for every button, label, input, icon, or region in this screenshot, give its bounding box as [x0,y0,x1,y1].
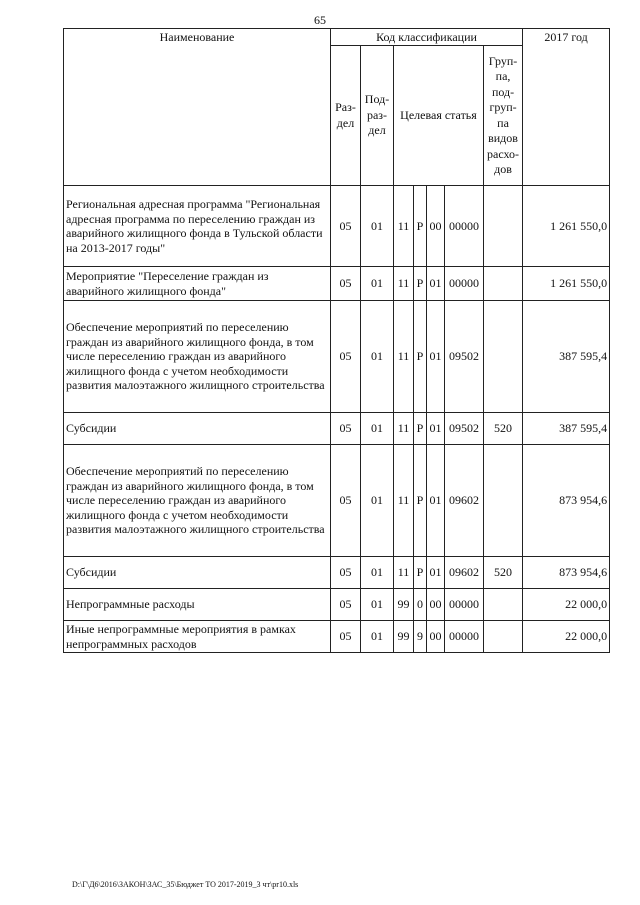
row-target-3: 00 [427,589,445,621]
page-number: 65 [314,13,326,27]
row-target-4: 09602 [445,445,484,557]
row-group [484,267,523,301]
row-group [484,589,523,621]
row-podrazdel: 01 [361,621,394,653]
header-podrazdel: Под- раз- дел [361,46,394,186]
row-razdel: 05 [331,267,361,301]
table-row [64,267,610,301]
row-razdel: 05 [331,621,361,653]
row-target-1: 99 [394,589,414,621]
row-target-4: 09502 [445,413,484,445]
table-row [64,186,610,267]
row-group [484,445,523,557]
table-row [64,301,610,413]
footer-file-path: D:\Г\Д6\2016\ЗАКОН\ЗАС_35\Бюджет ТО 2017-2019_3 чт\pr10.xls [72,880,299,889]
row-podrazdel: 01 [361,301,394,413]
row-name: Обеспечение мероприятий по переселению граждан из аварийного жилищного фонда, в том числе переселению граждан из аварийного жилищного фонда с учетом необходимости развития малоэтажного жилищного строительства [64,301,331,413]
header-target: Целевая статья [394,46,484,186]
table-row [64,413,610,445]
row-podrazdel: 01 [361,557,394,589]
table-row [64,621,610,653]
row-amount: 1 261 550,0 [523,186,610,267]
table-row [64,589,610,621]
header-year: 2017 год [523,29,610,186]
row-target-2: Р [414,301,427,413]
row-amount: 22 000,0 [523,589,610,621]
row-group [484,301,523,413]
row-target-2: Р [414,557,427,589]
row-target-1: 11 [394,557,414,589]
row-name: Субсидии [64,413,331,445]
row-target-3: 01 [427,413,445,445]
row-target-1: 11 [394,186,414,267]
row-target-1: 11 [394,445,414,557]
header-razdel: Раз- дел [331,46,361,186]
row-name: Субсидии [64,557,331,589]
row-amount: 873 954,6 [523,445,610,557]
row-podrazdel: 01 [361,445,394,557]
row-name: Обеспечение мероприятий по переселению граждан из аварийного жилищного фонда, в том числе переселению граждан из аварийного жилищного фонда с учетом необходимости развития малоэтажного жилищного строительства [64,445,331,557]
row-target-2: 9 [414,621,427,653]
row-podrazdel: 01 [361,589,394,621]
budget-table [63,28,610,653]
row-target-2: Р [414,413,427,445]
row-target-4: 00000 [445,186,484,267]
row-target-4: 00000 [445,621,484,653]
row-podrazdel: 01 [361,267,394,301]
row-target-1: 11 [394,413,414,445]
row-target-4: 00000 [445,589,484,621]
row-group [484,621,523,653]
row-razdel: 05 [331,589,361,621]
table-row [64,557,610,589]
header-name: Наименование [64,29,331,186]
row-target-3: 00 [427,621,445,653]
row-amount: 387 595,4 [523,301,610,413]
row-amount: 873 954,6 [523,557,610,589]
row-name: Мероприятие "Переселение граждан из аварийного жилищного фонда" [64,267,331,301]
row-podrazdel: 01 [361,413,394,445]
row-target-3: 01 [427,445,445,557]
row-group: 520 [484,557,523,589]
row-target-4: 09502 [445,301,484,413]
row-group [484,186,523,267]
row-target-2: Р [414,186,427,267]
row-target-3: 01 [427,557,445,589]
row-amount: 387 595,4 [523,413,610,445]
row-target-4: 00000 [445,267,484,301]
row-target-1: 11 [394,301,414,413]
row-target-2: Р [414,445,427,557]
row-podrazdel: 01 [361,186,394,267]
header-code-group: Код классификации [331,29,523,46]
header-group: Груп- па, под- груп- па видов расхо- дов [484,46,523,186]
row-group: 520 [484,413,523,445]
row-target-1: 99 [394,621,414,653]
row-name: Иные непрограммные мероприятия в рамках непрограммных расходов [64,621,331,653]
row-target-4: 09602 [445,557,484,589]
row-amount: 22 000,0 [523,621,610,653]
row-name: Непрограммные расходы [64,589,331,621]
row-target-3: 01 [427,267,445,301]
row-target-1: 11 [394,267,414,301]
row-amount: 1 261 550,0 [523,267,610,301]
row-razdel: 05 [331,557,361,589]
row-razdel: 05 [331,186,361,267]
row-razdel: 05 [331,445,361,557]
row-target-2: 0 [414,589,427,621]
row-name: Региональная адресная программа "Региональная адресная программа по переселению граждан из аварийного жилищного фонда в Тульской области на 2013-2017 годы" [64,186,331,267]
row-target-3: 00 [427,186,445,267]
table-row [64,445,610,557]
row-razdel: 05 [331,301,361,413]
row-target-2: Р [414,267,427,301]
row-target-3: 01 [427,301,445,413]
row-razdel: 05 [331,413,361,445]
